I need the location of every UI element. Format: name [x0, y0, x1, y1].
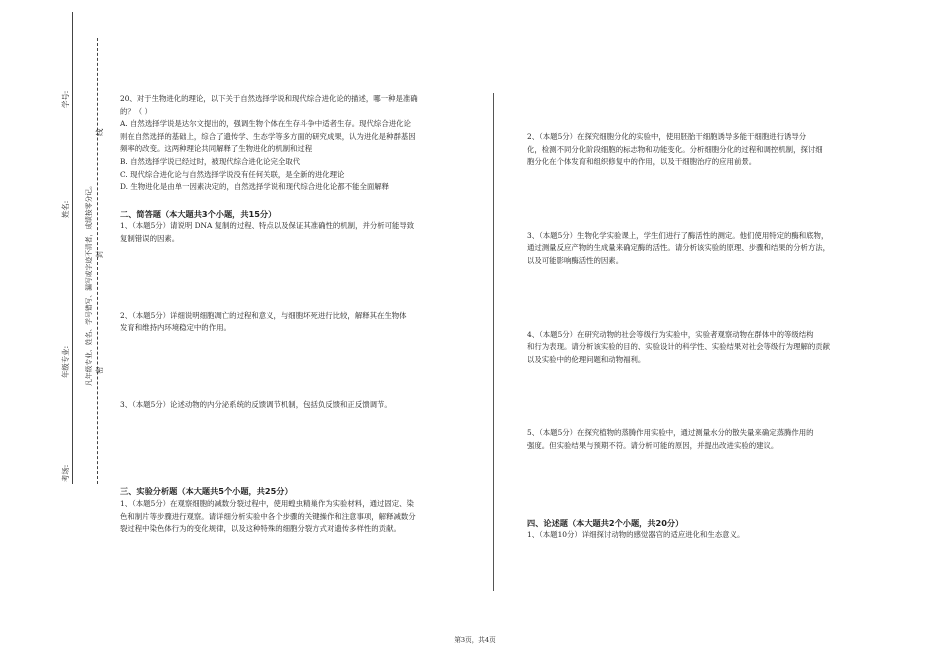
s2-question-1: 1、（本题5分）请说明 DNA 复制的过程、特点以及保证其准确性的机制，并分析可能导致 — [120, 221, 415, 231]
r-question-2: 2、（本题5分）在探究细胞分化的实验中，使用胚胎干细胞诱导多能干细胞进行诱导分 — [527, 132, 807, 141]
s4-question-1: 1、（本题10分）详细探讨动物的感觉器官的适应进化和生态意义。 — [527, 530, 745, 540]
section-3-heading: 三、实验分析题（本大题共5个小题，共25分） — [120, 486, 293, 497]
binding-margin — [0, 0, 115, 672]
binding-solid-line — [72, 12, 73, 484]
s2-question-1-cont: 复制错误的因素。 — [120, 233, 180, 243]
binding-xian: 线 — [95, 128, 104, 136]
option-a: A. 自然选择学说是达尔文提出的，强调生物个体在生存斗争中适者生存。现代综合进化论 — [120, 119, 411, 129]
section-4-heading: 四、论述题（本大题共2个小题，共20分） — [527, 517, 684, 528]
section-2-heading: 二、简答题（本大题共3个小题，共15分） — [120, 208, 277, 219]
r-question-3-cont: 通过测量反应产物的生成量来确定酶的活性。请分析该实验的原理、步骤和结果的分析方法， — [527, 243, 831, 253]
option-a-cont: 则在自然选择的基础上，综合了遗传学、生态学等多方面的研究成果，认为进化是种群基因 — [120, 131, 416, 141]
option-c: C. 现代综合进化论与自然选择学说没有任何关联，是全新的进化理论 — [120, 169, 345, 179]
s2-question-2-cont: 发育和维持内环境稳定中的作用。 — [120, 323, 231, 333]
binding-dashed-line — [97, 38, 98, 484]
s2-question-3: 3、（本题5分）论述动物的内分泌系统的反馈调节机制，包括负反馈和正反馈调节。 — [120, 399, 392, 409]
s3-question-1-cont: 裂过程中染色体行为的变化规律，以及这种特殊的细胞分裂方式对遗传多样性的贡献。 — [120, 524, 401, 534]
binding-label-nianji: 年级专业: — [61, 345, 70, 378]
question-20-cont: 的？（ ） — [120, 106, 152, 116]
option-a-cont: 频率的改变。这两种理论共同解释了生物进化的机制和过程 — [120, 144, 313, 154]
r-question-3-cont: 以及可能影响酶活性的因素。 — [527, 255, 624, 265]
binding-label-xuehao: 学号: — [61, 90, 70, 108]
page-footer: 第3页，共4页 — [454, 636, 496, 644]
binding-label-kaochang: 考场: — [61, 464, 70, 482]
left-column — [120, 93, 480, 536]
s3-question-1-cont: 色和制片等步骤进行观察。请详细分析实验中各个步骤的关键操作和注意事项，解释减数分 — [120, 511, 416, 521]
r-question-2-cont: 胞分化在个体发育和组织修复中的作用，以及干细胞治疗的应用前景。 — [527, 157, 757, 167]
r-question-5: 5、（本题5分）在探究植物的蒸腾作用实验中，通过测量水分的散失量来确定蒸腾作用的 — [527, 428, 814, 438]
r-question-2-cont: 化，检测不同分化阶段细胞的标志物和功能变化。分析细胞分化的过程和调控机制，探讨细 — [527, 144, 823, 154]
r-question-4-cont: 以及实验中的伦理问题和动物福利。 — [527, 354, 646, 364]
option-b: B. 自然选择学说已经过时，被现代综合进化论完全取代 — [120, 156, 301, 166]
question-20: 20、对于生物进化的理论，以下关于自然选择学说和现代综合进化论的描述，哪一种是准确 — [120, 94, 418, 103]
column-divider — [493, 93, 494, 591]
r-question-4-cont: 和行为表现。请分析该实验的目的、实验设计的科学性、实验结果对社会等级行为理解的贡献 — [527, 342, 831, 352]
binding-label-xingming: 姓名: — [61, 200, 70, 218]
r-question-3: 3、（本题5分）生物化学实验课上，学生们进行了酶活性的测定。他们使用特定的酶和底物， — [527, 230, 829, 240]
r-question-4: 4、（本题5分）在研究动物的社会等级行为实验中，实验者观察动物在群体中的等级结构 — [527, 329, 814, 339]
s3-question-1: 1、（本题5分）在观察细胞的减数分裂过程中，使用蝗虫精巢作为实验材料，通过固定、染 — [120, 498, 414, 508]
binding-feng: 封 — [95, 250, 104, 258]
s2-question-2: 2、（本题5分）详细说明细胞凋亡的过程和意义，与细胞坏死进行比较，解释其在生物体 — [120, 310, 407, 320]
right-column — [527, 131, 887, 542]
binding-warning: 凡年级专业、姓名、学号错写、漏写或字迹不清者，成绩按零分记。 — [85, 182, 93, 386]
option-d: D. 生物进化是由单一因素决定的，自然选择学说和现代综合进化论都不能全面解释 — [120, 182, 390, 192]
r-question-5-cont: 强度。但实验结果与预期不符。请分析可能的原因，并提出改进实验的建议。 — [527, 440, 779, 450]
binding-mi: 密 — [95, 366, 104, 374]
